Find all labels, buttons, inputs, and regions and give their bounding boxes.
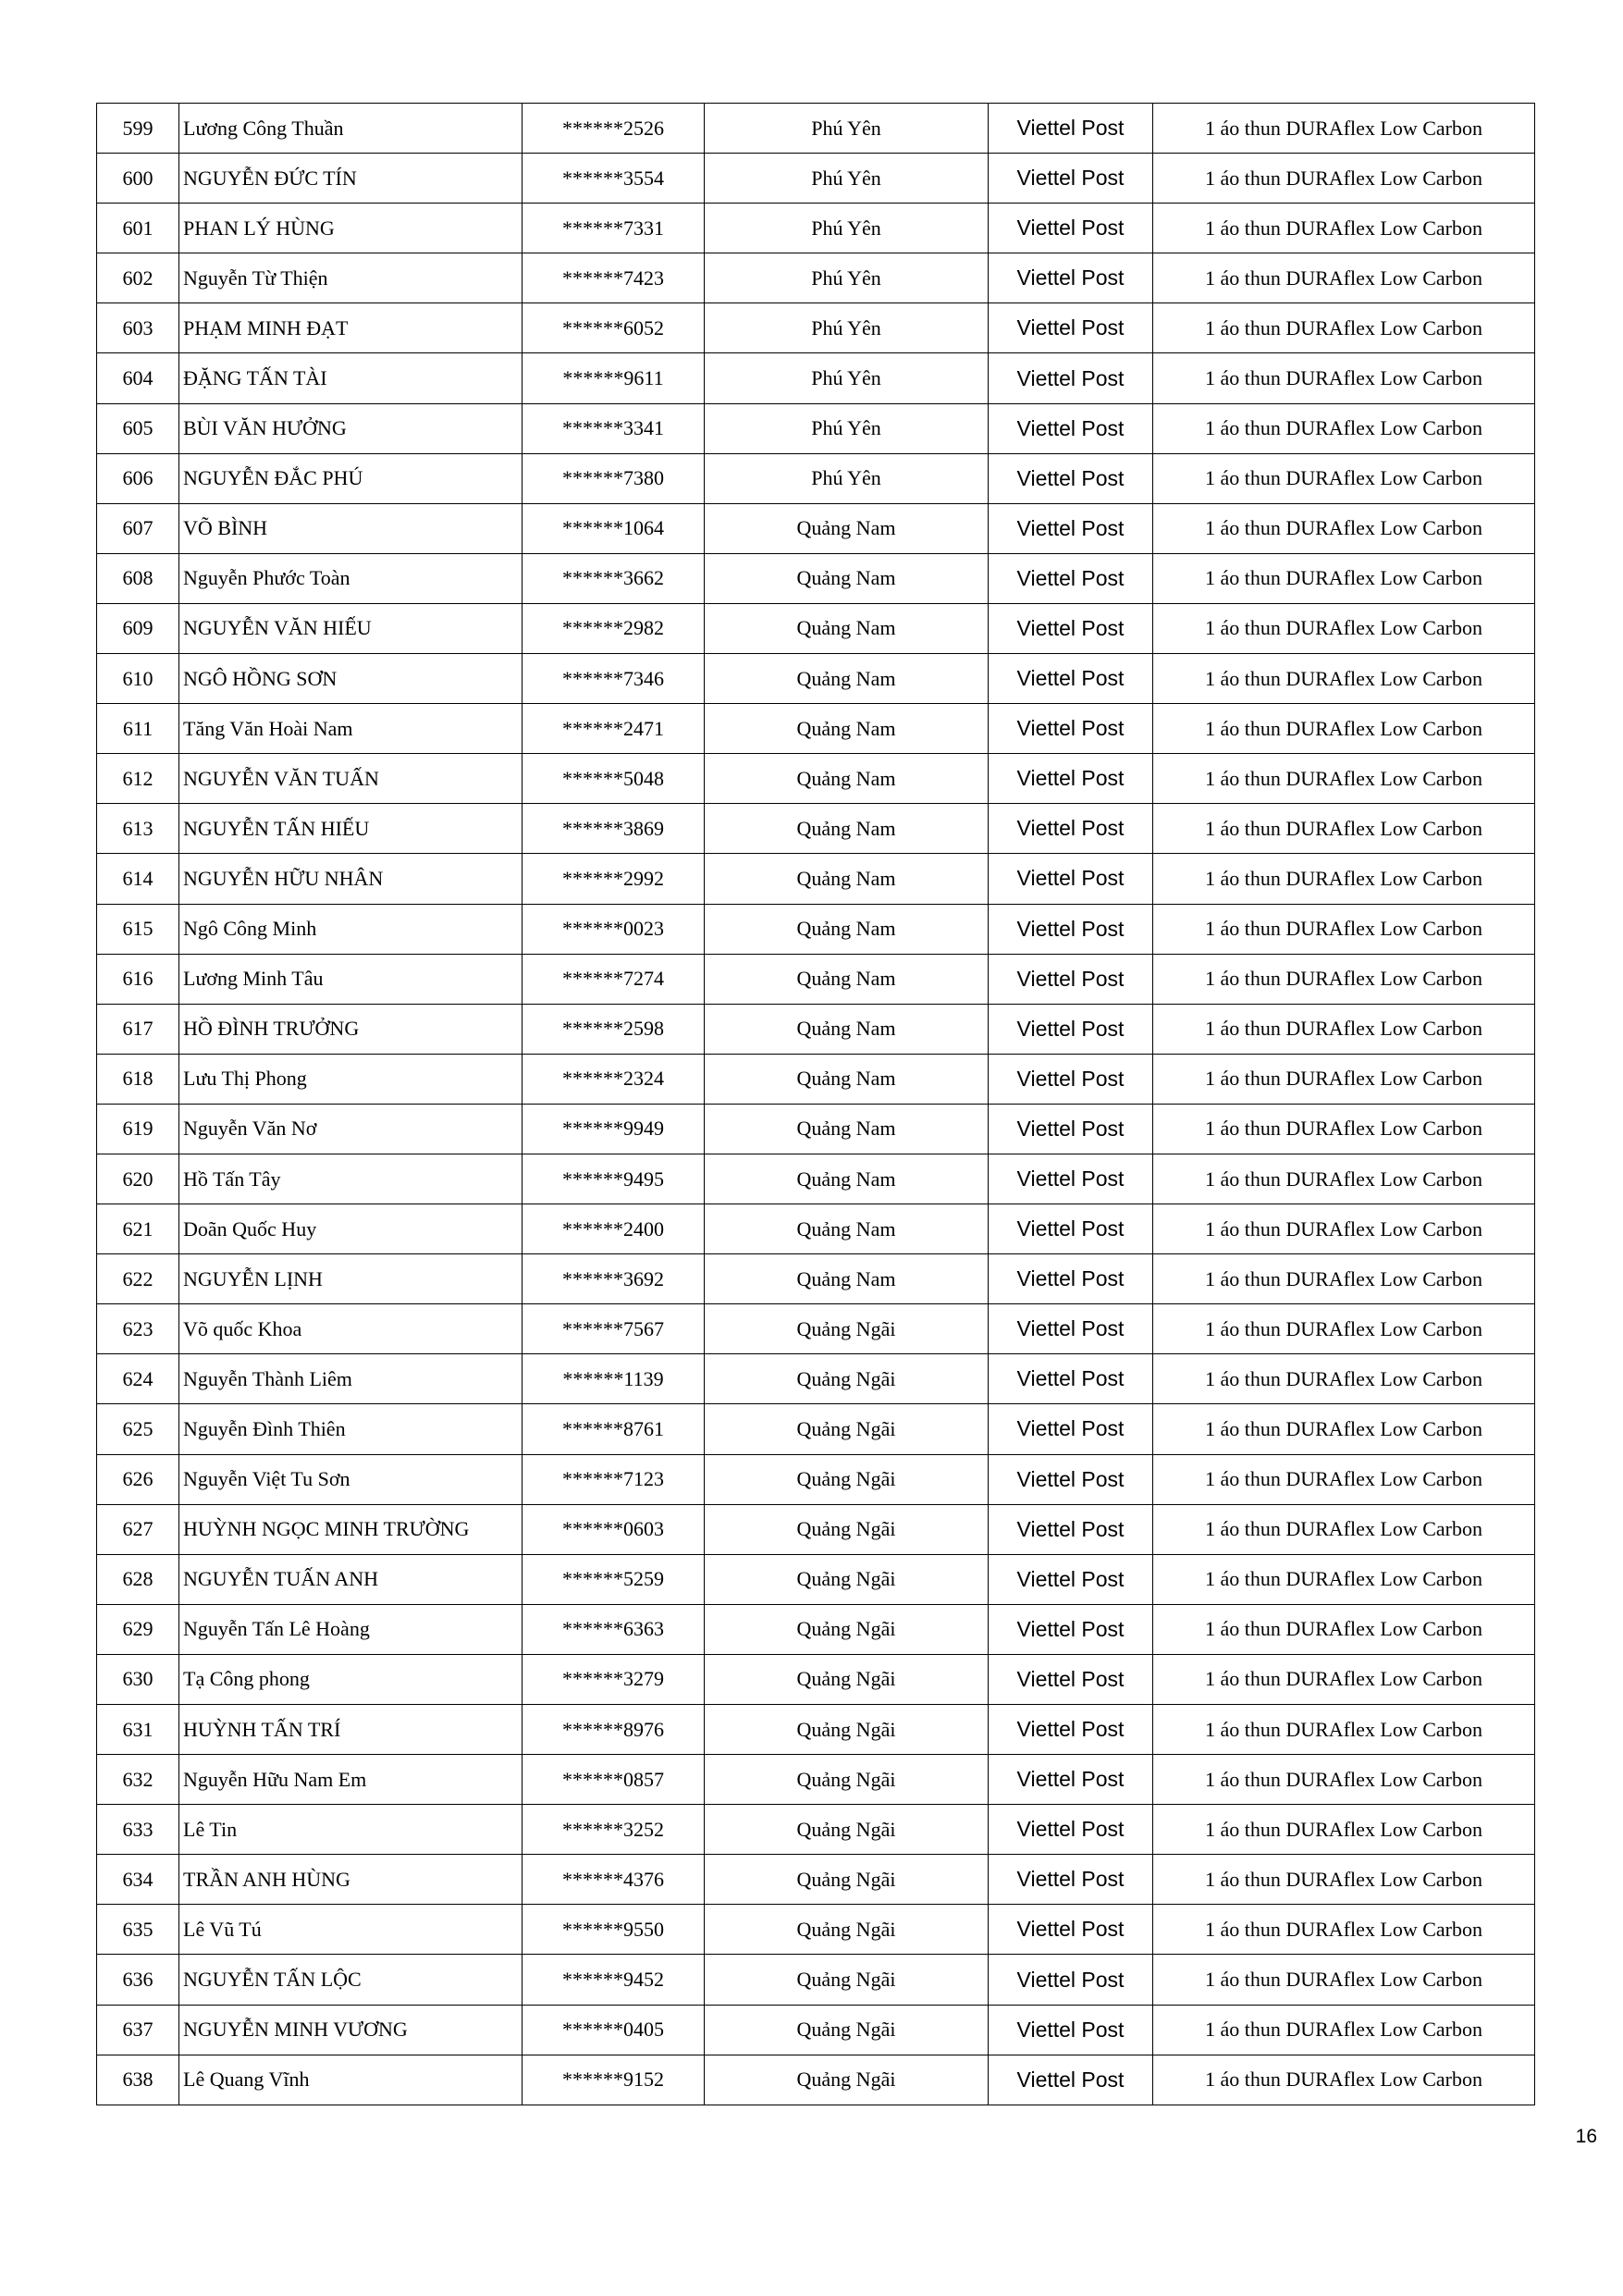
page-number: 16	[1575, 2126, 1597, 2147]
province-cell: Phú Yên	[705, 403, 989, 453]
recipient-name-cell: Lương Minh Tâu	[179, 954, 523, 1004]
table-row	[97, 1454, 1535, 1504]
masked-phone-cell: ******9949	[523, 1104, 705, 1154]
recipient-name-cell: Nguyễn Phước Toàn	[179, 553, 523, 603]
table-row	[97, 654, 1535, 704]
row-number-cell: 619	[97, 1104, 179, 1154]
row-number-cell: 599	[97, 104, 179, 154]
province-cell: Quảng Ngãi	[705, 1654, 989, 1704]
province-cell: Phú Yên	[705, 204, 989, 253]
table-row	[97, 104, 1535, 154]
prize-description-cell: 1 áo thun DURAflex Low Carbon	[1153, 654, 1535, 704]
prize-description-cell: 1 áo thun DURAflex Low Carbon	[1153, 603, 1535, 653]
recipient-name-cell: VÕ BÌNH	[179, 503, 523, 553]
shipping-carrier-cell: Viettel Post	[989, 804, 1153, 854]
shipping-carrier-cell: Viettel Post	[989, 1454, 1153, 1504]
shipping-carrier-cell: Viettel Post	[989, 1154, 1153, 1204]
shipping-carrier-cell: Viettel Post	[989, 1104, 1153, 1154]
masked-phone-cell: ******7331	[523, 204, 705, 253]
table-row	[97, 1304, 1535, 1354]
province-cell: Quảng Ngãi	[705, 1805, 989, 1855]
masked-phone-cell: ******1139	[523, 1354, 705, 1404]
masked-phone-cell: ******7123	[523, 1454, 705, 1504]
table-row	[97, 1154, 1535, 1204]
shipping-carrier-cell: Viettel Post	[989, 353, 1153, 403]
recipient-name-cell: Nguyễn Từ Thiện	[179, 253, 523, 303]
shipping-carrier-cell: Viettel Post	[989, 1254, 1153, 1304]
province-cell: Quảng Ngãi	[705, 1354, 989, 1404]
province-cell: Quảng Nam	[705, 854, 989, 904]
table-row	[97, 1955, 1535, 2005]
row-number-cell: 610	[97, 654, 179, 704]
shipping-carrier-cell: Viettel Post	[989, 303, 1153, 353]
table-row	[97, 503, 1535, 553]
prize-description-cell: 1 áo thun DURAflex Low Carbon	[1153, 704, 1535, 754]
recipient-name-cell: Hồ Tấn Tây	[179, 1154, 523, 1204]
row-number-cell: 633	[97, 1805, 179, 1855]
recipient-name-cell: Tạ Công phong	[179, 1654, 523, 1704]
masked-phone-cell: ******2324	[523, 1054, 705, 1104]
recipient-name-cell: NGUYỄN MINH VƯƠNG	[179, 2005, 523, 2055]
masked-phone-cell: ******1064	[523, 503, 705, 553]
province-cell: Phú Yên	[705, 104, 989, 154]
row-number-cell: 630	[97, 1654, 179, 1704]
shipping-carrier-cell: Viettel Post	[989, 1905, 1153, 1955]
province-cell: Quảng Nam	[705, 654, 989, 704]
prize-description-cell: 1 áo thun DURAflex Low Carbon	[1153, 1805, 1535, 1855]
row-number-cell: 638	[97, 2055, 179, 2105]
masked-phone-cell: ******3341	[523, 403, 705, 453]
table-row	[97, 704, 1535, 754]
province-cell: Quảng Ngãi	[705, 1554, 989, 1604]
shipping-carrier-cell: Viettel Post	[989, 553, 1153, 603]
recipient-name-cell: NGUYỄN VĂN TUẤN	[179, 754, 523, 804]
shipping-carrier-cell: Viettel Post	[989, 654, 1153, 704]
recipient-name-cell: PHAN LÝ HÙNG	[179, 204, 523, 253]
row-number-cell: 616	[97, 954, 179, 1004]
prize-description-cell: 1 áo thun DURAflex Low Carbon	[1153, 303, 1535, 353]
recipient-name-cell: Nguyễn Đình Thiên	[179, 1404, 523, 1454]
table-row	[97, 1104, 1535, 1154]
shipping-carrier-cell: Viettel Post	[989, 253, 1153, 303]
row-number-cell: 601	[97, 204, 179, 253]
masked-phone-cell: ******5259	[523, 1554, 705, 1604]
table-row	[97, 253, 1535, 303]
recipient-name-cell: ĐẶNG TẤN TÀI	[179, 353, 523, 403]
row-number-cell: 629	[97, 1604, 179, 1654]
row-number-cell: 622	[97, 1254, 179, 1304]
table-row	[97, 1654, 1535, 1704]
recipient-name-cell: NGÔ HỒNG SƠN	[179, 654, 523, 704]
recipient-name-cell: NGUYỄN TUẤN ANH	[179, 1554, 523, 1604]
row-number-cell: 620	[97, 1154, 179, 1204]
prize-description-cell: 1 áo thun DURAflex Low Carbon	[1153, 154, 1535, 204]
shipping-carrier-cell: Viettel Post	[989, 503, 1153, 553]
prize-description-cell: 1 áo thun DURAflex Low Carbon	[1153, 1454, 1535, 1504]
table-row	[97, 904, 1535, 954]
shipping-carrier-cell: Viettel Post	[989, 854, 1153, 904]
recipient-name-cell: NGUYỄN TẤN LỘC	[179, 1955, 523, 2005]
table-row	[97, 754, 1535, 804]
row-number-cell: 608	[97, 553, 179, 603]
table-row	[97, 2005, 1535, 2055]
masked-phone-cell: ******0603	[523, 1504, 705, 1554]
shipping-carrier-cell: Viettel Post	[989, 1705, 1153, 1755]
row-number-cell: 605	[97, 403, 179, 453]
shipping-carrier-cell: Viettel Post	[989, 1354, 1153, 1404]
masked-phone-cell: ******6363	[523, 1604, 705, 1654]
prize-description-cell: 1 áo thun DURAflex Low Carbon	[1153, 2005, 1535, 2055]
recipient-name-cell: Lê Quang Vĩnh	[179, 2055, 523, 2105]
shipping-carrier-cell: Viettel Post	[989, 1204, 1153, 1254]
winners-table	[96, 103, 1535, 2105]
table-row	[97, 603, 1535, 653]
masked-phone-cell: ******2400	[523, 1204, 705, 1254]
prize-description-cell: 1 áo thun DURAflex Low Carbon	[1153, 204, 1535, 253]
province-cell: Quảng Ngãi	[705, 1404, 989, 1454]
province-cell: Quảng Nam	[705, 704, 989, 754]
shipping-carrier-cell: Viettel Post	[989, 1654, 1153, 1704]
province-cell: Quảng Ngãi	[705, 1705, 989, 1755]
shipping-carrier-cell: Viettel Post	[989, 904, 1153, 954]
province-cell: Quảng Nam	[705, 553, 989, 603]
row-number-cell: 634	[97, 1855, 179, 1905]
row-number-cell: 621	[97, 1204, 179, 1254]
masked-phone-cell: ******4376	[523, 1855, 705, 1905]
shipping-carrier-cell: Viettel Post	[989, 1004, 1153, 1054]
province-cell: Quảng Ngãi	[705, 1604, 989, 1654]
shipping-carrier-cell: Viettel Post	[989, 1755, 1153, 1805]
recipient-name-cell: Tăng Văn Hoài Nam	[179, 704, 523, 754]
masked-phone-cell: ******2471	[523, 704, 705, 754]
prize-description-cell: 1 áo thun DURAflex Low Carbon	[1153, 954, 1535, 1004]
row-number-cell: 632	[97, 1755, 179, 1805]
province-cell: Quảng Nam	[705, 954, 989, 1004]
prize-description-cell: 1 áo thun DURAflex Low Carbon	[1153, 1254, 1535, 1304]
masked-phone-cell: ******9611	[523, 353, 705, 403]
shipping-carrier-cell: Viettel Post	[989, 403, 1153, 453]
masked-phone-cell: ******3869	[523, 804, 705, 854]
table-row	[97, 1805, 1535, 1855]
row-number-cell: 612	[97, 754, 179, 804]
province-cell: Phú Yên	[705, 253, 989, 303]
prize-description-cell: 1 áo thun DURAflex Low Carbon	[1153, 754, 1535, 804]
prize-description-cell: 1 áo thun DURAflex Low Carbon	[1153, 1354, 1535, 1404]
province-cell: Quảng Ngãi	[705, 1304, 989, 1354]
prize-description-cell: 1 áo thun DURAflex Low Carbon	[1153, 1604, 1535, 1654]
row-number-cell: 628	[97, 1554, 179, 1604]
shipping-carrier-cell: Viettel Post	[989, 1855, 1153, 1905]
prize-description-cell: 1 áo thun DURAflex Low Carbon	[1153, 1154, 1535, 1204]
table-row	[97, 1354, 1535, 1404]
recipient-name-cell: NGUYỄN ĐẮC PHÚ	[179, 453, 523, 503]
row-number-cell: 615	[97, 904, 179, 954]
province-cell: Quảng Nam	[705, 1254, 989, 1304]
recipient-name-cell: Doãn Quốc Huy	[179, 1204, 523, 1254]
shipping-carrier-cell: Viettel Post	[989, 104, 1153, 154]
shipping-carrier-cell: Viettel Post	[989, 954, 1153, 1004]
shipping-carrier-cell: Viettel Post	[989, 2055, 1153, 2105]
masked-phone-cell: ******7346	[523, 654, 705, 704]
row-number-cell: 635	[97, 1905, 179, 1955]
row-number-cell: 623	[97, 1304, 179, 1354]
prize-description-cell: 1 áo thun DURAflex Low Carbon	[1153, 553, 1535, 603]
masked-phone-cell: ******9550	[523, 1905, 705, 1955]
province-cell: Quảng Ngãi	[705, 1955, 989, 2005]
province-cell: Quảng Nam	[705, 754, 989, 804]
prize-description-cell: 1 áo thun DURAflex Low Carbon	[1153, 1905, 1535, 1955]
masked-phone-cell: ******0023	[523, 904, 705, 954]
prize-description-cell: 1 áo thun DURAflex Low Carbon	[1153, 1755, 1535, 1805]
recipient-name-cell: HỒ ĐÌNH TRƯỞNG	[179, 1004, 523, 1054]
row-number-cell: 625	[97, 1404, 179, 1454]
shipping-carrier-cell: Viettel Post	[989, 453, 1153, 503]
prize-description-cell: 1 áo thun DURAflex Low Carbon	[1153, 1304, 1535, 1354]
table-row	[97, 1054, 1535, 1104]
shipping-carrier-cell: Viettel Post	[989, 1955, 1153, 2005]
row-number-cell: 626	[97, 1454, 179, 1504]
table-row	[97, 353, 1535, 403]
row-number-cell: 614	[97, 854, 179, 904]
row-number-cell: 636	[97, 1955, 179, 2005]
recipient-name-cell: HUỲNH NGỌC MINH TRƯỜNG	[179, 1504, 523, 1554]
shipping-carrier-cell: Viettel Post	[989, 754, 1153, 804]
recipient-name-cell: BÙI VĂN HƯỞNG	[179, 403, 523, 453]
table-row	[97, 1204, 1535, 1254]
shipping-carrier-cell: Viettel Post	[989, 1554, 1153, 1604]
table-row	[97, 1004, 1535, 1054]
recipient-name-cell: Nguyễn Hữu Nam Em	[179, 1755, 523, 1805]
prize-description-cell: 1 áo thun DURAflex Low Carbon	[1153, 2055, 1535, 2105]
shipping-carrier-cell: Viettel Post	[989, 1404, 1153, 1454]
prize-description-cell: 1 áo thun DURAflex Low Carbon	[1153, 1204, 1535, 1254]
table-row	[97, 154, 1535, 204]
province-cell: Quảng Ngãi	[705, 1905, 989, 1955]
province-cell: Quảng Ngãi	[705, 1755, 989, 1805]
province-cell: Quảng Nam	[705, 1154, 989, 1204]
row-number-cell: 627	[97, 1504, 179, 1554]
row-number-cell: 618	[97, 1054, 179, 1104]
table-row	[97, 1554, 1535, 1604]
table-row	[97, 453, 1535, 503]
prize-description-cell: 1 áo thun DURAflex Low Carbon	[1153, 403, 1535, 453]
shipping-carrier-cell: Viettel Post	[989, 204, 1153, 253]
masked-phone-cell: ******6052	[523, 303, 705, 353]
row-number-cell: 613	[97, 804, 179, 854]
masked-phone-cell: ******9452	[523, 1955, 705, 2005]
masked-phone-cell: ******7567	[523, 1304, 705, 1354]
table-row	[97, 954, 1535, 1004]
prize-description-cell: 1 áo thun DURAflex Low Carbon	[1153, 804, 1535, 854]
province-cell: Phú Yên	[705, 453, 989, 503]
shipping-carrier-cell: Viettel Post	[989, 154, 1153, 204]
province-cell: Quảng Ngãi	[705, 2055, 989, 2105]
masked-phone-cell: ******0857	[523, 1755, 705, 1805]
row-number-cell: 602	[97, 253, 179, 303]
recipient-name-cell: HUỲNH TẤN TRÍ	[179, 1705, 523, 1755]
prize-description-cell: 1 áo thun DURAflex Low Carbon	[1153, 1054, 1535, 1104]
masked-phone-cell: ******7423	[523, 253, 705, 303]
prize-description-cell: 1 áo thun DURAflex Low Carbon	[1153, 1104, 1535, 1154]
prize-description-cell: 1 áo thun DURAflex Low Carbon	[1153, 1504, 1535, 1554]
winners-table-body	[97, 104, 1535, 2105]
masked-phone-cell: ******3279	[523, 1654, 705, 1704]
table-row	[97, 1705, 1535, 1755]
table-row	[97, 804, 1535, 854]
prize-description-cell: 1 áo thun DURAflex Low Carbon	[1153, 1004, 1535, 1054]
prize-description-cell: 1 áo thun DURAflex Low Carbon	[1153, 503, 1535, 553]
row-number-cell: 603	[97, 303, 179, 353]
masked-phone-cell: ******7380	[523, 453, 705, 503]
shipping-carrier-cell: Viettel Post	[989, 1304, 1153, 1354]
recipient-name-cell: Nguyễn Tấn Lê Hoàng	[179, 1604, 523, 1654]
province-cell: Quảng Nam	[705, 904, 989, 954]
row-number-cell: 609	[97, 603, 179, 653]
province-cell: Quảng Ngãi	[705, 1504, 989, 1554]
recipient-name-cell: NGUYỄN LỊNH	[179, 1254, 523, 1304]
recipient-name-cell: NGUYỄN TẤN HIẾU	[179, 804, 523, 854]
province-cell: Phú Yên	[705, 303, 989, 353]
masked-phone-cell: ******3692	[523, 1254, 705, 1304]
masked-phone-cell: ******8976	[523, 1705, 705, 1755]
table-row	[97, 1604, 1535, 1654]
table-row	[97, 1905, 1535, 1955]
province-cell: Quảng Nam	[705, 503, 989, 553]
shipping-carrier-cell: Viettel Post	[989, 2005, 1153, 2055]
recipient-name-cell: Ngô Công Minh	[179, 904, 523, 954]
masked-phone-cell: ******2526	[523, 104, 705, 154]
table-row	[97, 1755, 1535, 1805]
row-number-cell: 631	[97, 1705, 179, 1755]
prize-description-cell: 1 áo thun DURAflex Low Carbon	[1153, 1855, 1535, 1905]
recipient-name-cell: Nguyễn Thành Liêm	[179, 1354, 523, 1404]
recipient-name-cell: Nguyễn Việt Tu Sơn	[179, 1454, 523, 1504]
province-cell: Phú Yên	[705, 353, 989, 403]
table-row	[97, 553, 1535, 603]
masked-phone-cell: ******9152	[523, 2055, 705, 2105]
table-row	[97, 1855, 1535, 1905]
recipient-name-cell: Lê Tin	[179, 1805, 523, 1855]
masked-phone-cell: ******0405	[523, 2005, 705, 2055]
masked-phone-cell: ******3252	[523, 1805, 705, 1855]
shipping-carrier-cell: Viettel Post	[989, 1504, 1153, 1554]
table-row	[97, 854, 1535, 904]
row-number-cell: 617	[97, 1004, 179, 1054]
row-number-cell: 606	[97, 453, 179, 503]
masked-phone-cell: ******7274	[523, 954, 705, 1004]
masked-phone-cell: ******3662	[523, 553, 705, 603]
table-row	[97, 303, 1535, 353]
prize-description-cell: 1 áo thun DURAflex Low Carbon	[1153, 1404, 1535, 1454]
shipping-carrier-cell: Viettel Post	[989, 603, 1153, 653]
table-row	[97, 204, 1535, 253]
recipient-name-cell: Võ quốc Khoa	[179, 1304, 523, 1354]
recipient-name-cell: Lương Công Thuần	[179, 104, 523, 154]
shipping-carrier-cell: Viettel Post	[989, 704, 1153, 754]
row-number-cell: 637	[97, 2005, 179, 2055]
prize-description-cell: 1 áo thun DURAflex Low Carbon	[1153, 1705, 1535, 1755]
recipient-name-cell: Nguyễn Văn Nơ	[179, 1104, 523, 1154]
table-row	[97, 1404, 1535, 1454]
table-row	[97, 1504, 1535, 1554]
province-cell: Quảng Nam	[705, 1204, 989, 1254]
recipient-name-cell: Lưu Thị Phong	[179, 1054, 523, 1104]
prize-description-cell: 1 áo thun DURAflex Low Carbon	[1153, 854, 1535, 904]
masked-phone-cell: ******2992	[523, 854, 705, 904]
recipient-name-cell: PHẠM MINH ĐẠT	[179, 303, 523, 353]
province-cell: Quảng Nam	[705, 603, 989, 653]
recipient-name-cell: NGUYỄN VĂN HIẾU	[179, 603, 523, 653]
row-number-cell: 600	[97, 154, 179, 204]
row-number-cell: 607	[97, 503, 179, 553]
province-cell: Quảng Nam	[705, 804, 989, 854]
province-cell: Quảng Ngãi	[705, 2005, 989, 2055]
prize-description-cell: 1 áo thun DURAflex Low Carbon	[1153, 904, 1535, 954]
table-row	[97, 403, 1535, 453]
row-number-cell: 604	[97, 353, 179, 403]
prize-description-cell: 1 áo thun DURAflex Low Carbon	[1153, 1654, 1535, 1704]
row-number-cell: 611	[97, 704, 179, 754]
shipping-carrier-cell: Viettel Post	[989, 1805, 1153, 1855]
row-number-cell: 624	[97, 1354, 179, 1404]
masked-phone-cell: ******9495	[523, 1154, 705, 1204]
province-cell: Quảng Nam	[705, 1004, 989, 1054]
prize-description-cell: 1 áo thun DURAflex Low Carbon	[1153, 1554, 1535, 1604]
table-row	[97, 2055, 1535, 2105]
province-cell: Quảng Ngãi	[705, 1454, 989, 1504]
recipient-name-cell: NGUYỄN HỮU NHÂN	[179, 854, 523, 904]
shipping-carrier-cell: Viettel Post	[989, 1604, 1153, 1654]
province-cell: Quảng Nam	[705, 1054, 989, 1104]
prize-description-cell: 1 áo thun DURAflex Low Carbon	[1153, 453, 1535, 503]
masked-phone-cell: ******8761	[523, 1404, 705, 1454]
masked-phone-cell: ******2982	[523, 603, 705, 653]
prize-description-cell: 1 áo thun DURAflex Low Carbon	[1153, 1955, 1535, 2005]
masked-phone-cell: ******2598	[523, 1004, 705, 1054]
prize-description-cell: 1 áo thun DURAflex Low Carbon	[1153, 353, 1535, 403]
recipient-name-cell: TRẦN ANH HÙNG	[179, 1855, 523, 1905]
province-cell: Phú Yên	[705, 154, 989, 204]
table-row	[97, 1254, 1535, 1304]
masked-phone-cell: ******5048	[523, 754, 705, 804]
recipient-name-cell: NGUYỄN ĐỨC TÍN	[179, 154, 523, 204]
masked-phone-cell: ******3554	[523, 154, 705, 204]
prize-description-cell: 1 áo thun DURAflex Low Carbon	[1153, 253, 1535, 303]
province-cell: Quảng Ngãi	[705, 1855, 989, 1905]
recipient-name-cell: Lê Vũ Tú	[179, 1905, 523, 1955]
province-cell: Quảng Nam	[705, 1104, 989, 1154]
prize-description-cell: 1 áo thun DURAflex Low Carbon	[1153, 104, 1535, 154]
shipping-carrier-cell: Viettel Post	[989, 1054, 1153, 1104]
